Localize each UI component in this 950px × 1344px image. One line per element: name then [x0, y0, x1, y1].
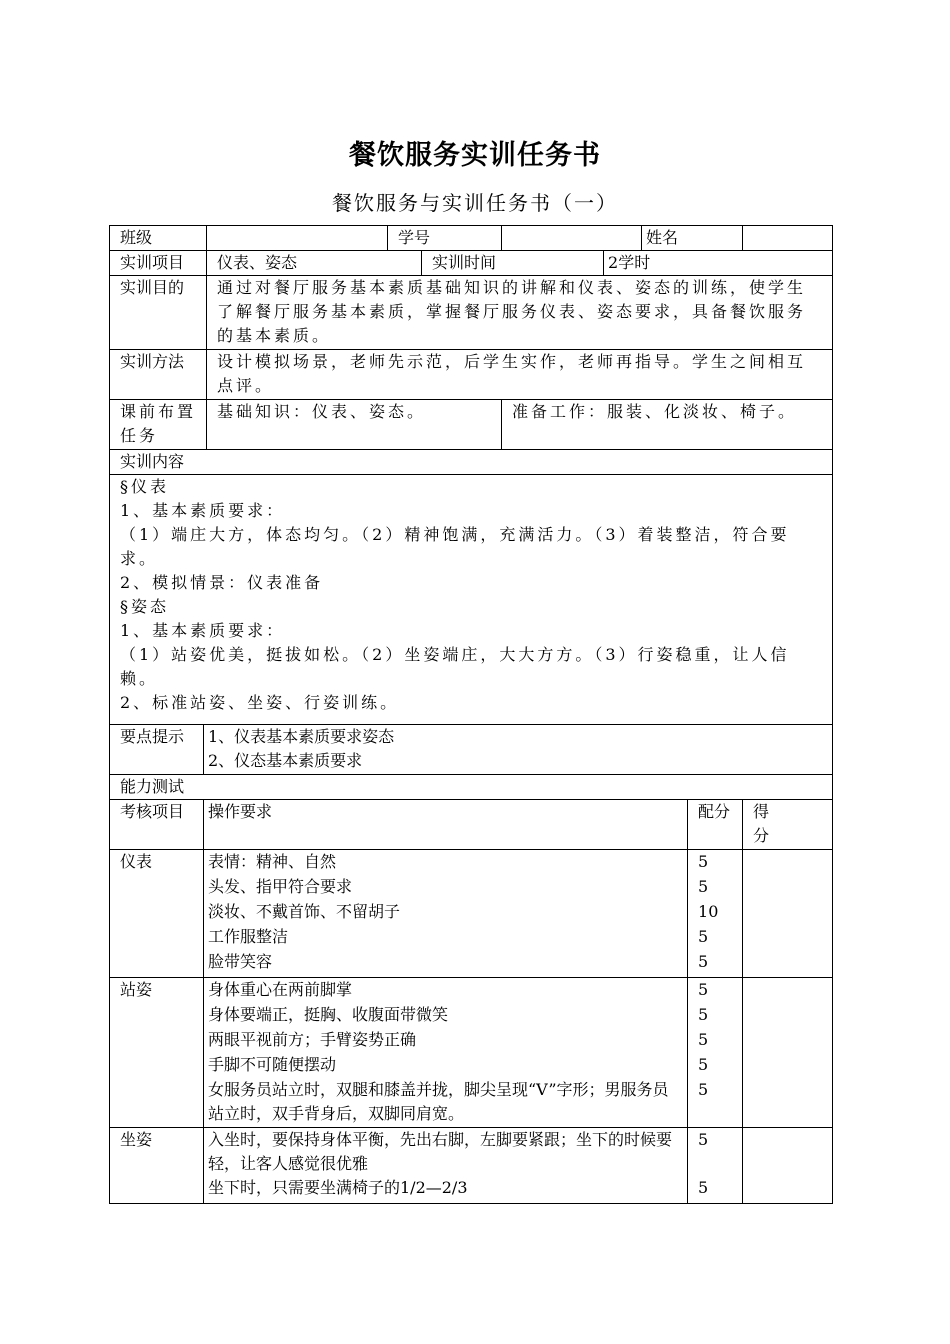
requirement-line: 女服务员站立时，双腿和膝盖并拢，脚尖呈现“V”字形；男服务员站立时，双手背身后，双脚同肩宽。	[208, 1080, 669, 1123]
content-line: 2、标准站姿、坐姿、行姿训练。	[120, 693, 400, 712]
score-value: 5	[698, 1130, 709, 1149]
keypoint-line: 1、仪表基本素质要求姿态	[208, 727, 395, 746]
test-requirements	[204, 1128, 688, 1204]
test-scores	[688, 1128, 743, 1204]
test-got-cell[interactable]	[743, 978, 833, 1128]
header-got: 得分	[743, 800, 833, 850]
student-id-label: 学号	[388, 226, 502, 251]
test-got-cell[interactable]	[743, 850, 833, 978]
keypoints-label: 要点提示	[110, 725, 204, 775]
score-value: 5	[698, 852, 709, 871]
test-row-sitting	[110, 1128, 833, 1204]
requirement-line: 淡妆、不戴首饰、不留胡子	[208, 902, 401, 921]
score-value: 10	[698, 902, 719, 921]
requirement-line: 入坐时，要保持身体平衡，先出右脚，左脚要紧跟；坐下的时候要轻，让客人感觉很优雅	[208, 1130, 673, 1173]
content-line: 1、基本素质要求：	[120, 621, 286, 640]
header-requirement: 操作要求	[204, 800, 688, 850]
score-value: 5	[698, 1055, 709, 1074]
test-row-appearance	[110, 850, 833, 978]
ability-label: 能力测试	[110, 775, 833, 800]
score-value: 5	[698, 927, 709, 946]
name-label: 姓名	[642, 226, 743, 251]
test-row-standing	[110, 978, 833, 1128]
header-item: 考核项目	[110, 800, 204, 850]
requirement-line: 坐下时，只需要坐满椅子的1/2—2/3	[208, 1178, 468, 1197]
requirement-line: 脸带笑容	[208, 952, 273, 971]
content-line: §姿态	[120, 597, 170, 616]
document-title: 餐饮服务实训任务书	[349, 140, 601, 171]
preclass-preparation: 准备工作：服装、化淡妆、椅子。	[502, 400, 833, 450]
purpose-text: 通过对餐厅服务基本素质基础知识的讲解和仪表、姿态的训练，使学生了解餐厅服务基本素质，掌握餐厅服务仪表、姿态要求，具备餐饮服务的基本素质。	[207, 276, 833, 350]
time-label: 实训时间	[422, 251, 604, 276]
purpose-row	[110, 276, 833, 350]
project-row	[110, 251, 833, 276]
content-label: 实训内容	[110, 450, 833, 475]
method-label: 实训方法	[110, 350, 207, 400]
requirement-line: 头发、指甲符合要求	[208, 877, 353, 896]
content-label-row	[110, 450, 833, 475]
score-value: 5	[698, 1005, 709, 1024]
keypoint-line: 2、仪态基本素质要求	[208, 751, 363, 770]
test-item: 仪表	[110, 850, 204, 978]
header-row	[110, 226, 833, 251]
requirement-line: 身体重心在两前脚掌	[208, 980, 353, 999]
content-body	[110, 475, 833, 725]
score-value: 5	[698, 877, 709, 896]
test-item: 站姿	[110, 978, 204, 1128]
project-label: 实训项目	[110, 251, 207, 276]
time-value: 2学时	[604, 251, 833, 276]
purpose-label: 实训目的	[110, 276, 207, 350]
ability-label-row	[110, 775, 833, 800]
requirement-line: 身体要端正，挺胸、收腹面带微笑	[208, 1005, 449, 1024]
method-text: 设计模拟场景，老师先示范，后学生实作，老师再指导。学生之间相互点评。	[207, 350, 833, 400]
test-scores	[688, 850, 743, 978]
requirement-line: 表情：精神、自然	[208, 852, 337, 871]
student-id-value[interactable]	[502, 226, 642, 251]
test-scores	[688, 978, 743, 1128]
header-score: 配分	[688, 800, 743, 850]
requirement-line: 两眼平视前方；手臂姿势正确	[208, 1030, 417, 1049]
test-got-cell[interactable]	[743, 1128, 833, 1204]
score-value: 5	[698, 952, 709, 971]
keypoints-body	[204, 725, 833, 775]
test-requirements	[204, 850, 688, 978]
content-line: （1）端庄大方，体态均匀。（2）精神饱满，充满活力。（3）着装整洁，符合要求。	[120, 525, 790, 568]
keypoints-row	[110, 725, 833, 775]
name-value[interactable]	[743, 226, 833, 251]
class-value[interactable]	[207, 226, 388, 251]
content-line: 2、模拟情景：仪表准备	[120, 573, 324, 592]
score-value: 5	[698, 980, 709, 999]
content-body-row	[110, 475, 833, 725]
preclass-knowledge: 基础知识：仪表、姿态。	[207, 400, 502, 450]
score-value: 5	[698, 1030, 709, 1049]
content-line: （1）站姿优美，挺拔如松。（2）坐姿端庄，大大方方。（3）行姿稳重，让人信赖。	[120, 645, 790, 688]
ability-header-row	[110, 800, 833, 850]
requirement-line: 工作服整洁	[208, 927, 289, 946]
score-value: 5	[698, 1178, 709, 1197]
content-line: §仪表	[120, 477, 170, 496]
score-value: 5	[698, 1080, 709, 1099]
test-item: 坐姿	[110, 1128, 204, 1204]
preclass-label: 课前布置任务	[110, 400, 207, 450]
document-subtitle: 餐饮服务与实训任务书（一）	[332, 191, 618, 215]
task-table	[109, 225, 833, 1204]
requirement-line: 手脚不可随便摆动	[208, 1055, 337, 1074]
class-label: 班级	[110, 226, 207, 251]
method-row	[110, 350, 833, 400]
content-line: 1、基本素质要求：	[120, 501, 286, 520]
project-value: 仪表、姿态	[207, 251, 422, 276]
test-requirements	[204, 978, 688, 1128]
preclass-row	[110, 400, 833, 450]
